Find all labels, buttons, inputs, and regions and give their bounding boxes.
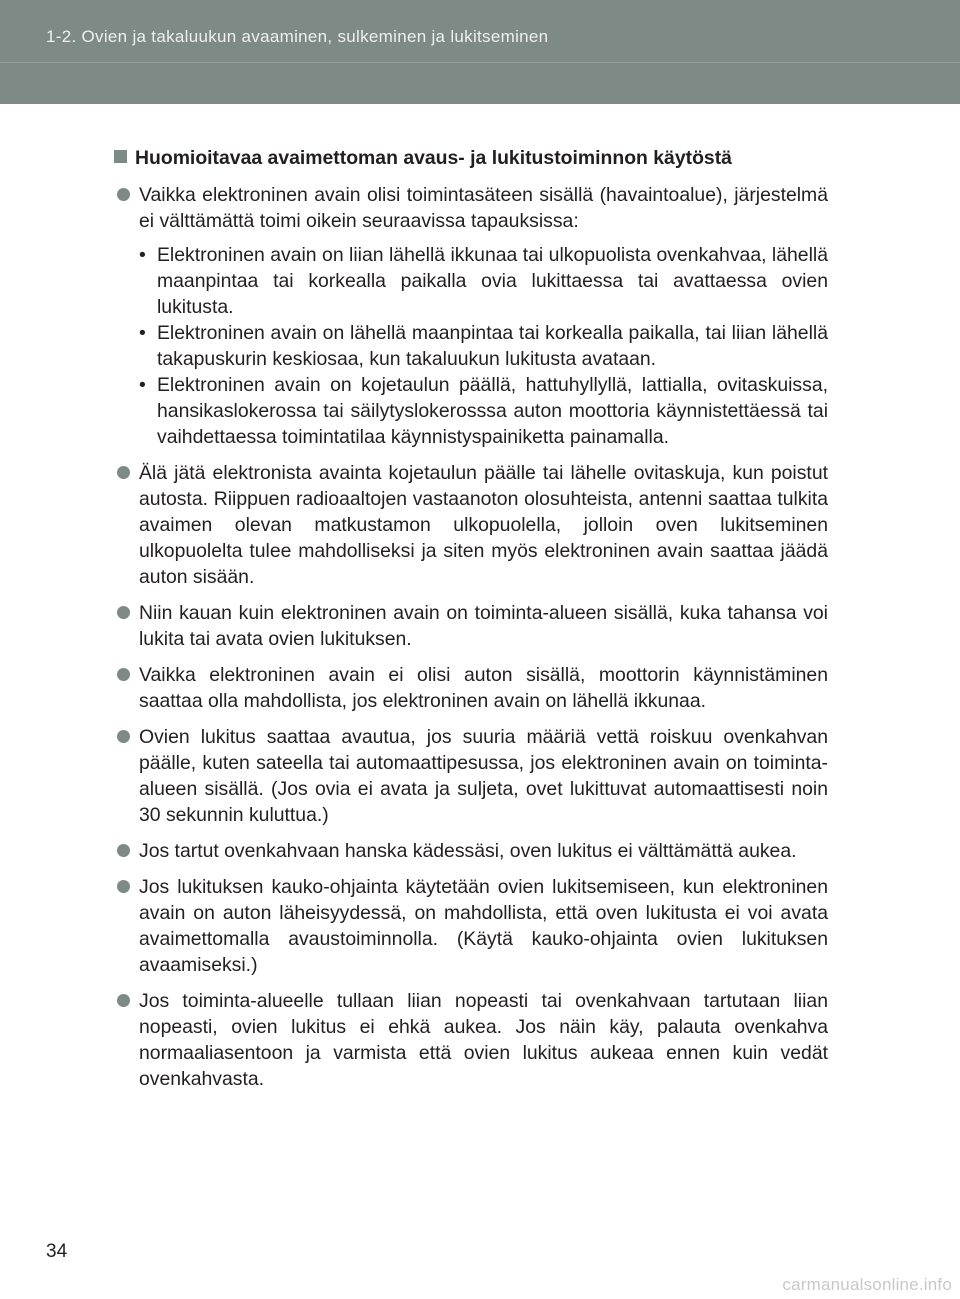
square-icon [114,150,127,163]
item-text: Vaikka elektroninen avain olisi toimintasäteen sisällä (havaintoalue), järjestelmä ei välttämättä toimi oikein seuraavissa tapauksissa: [139,184,828,232]
list-item [114,600,828,652]
dot-icon [117,844,130,857]
subitem-text: Elektroninen avain on liian lähellä ikkunaa tai ulkopuolista ovenkahvaa, lähellä maanpintaa tai korkealla paikalla ovia lukittaessa tai avattaessa ovien lukitusta. [157,244,828,318]
bullet-icon: • [139,374,146,396]
subitem-text: Elektroninen avain on kojetaulun päällä, hattuhyllyllä, lattialla, ovitaskuissa, hansikaslokerossa tai säilytyslokerosssa auton moottoria käynnistettäessä tai vaihdettaessa toimintatilaa käynnistyspainiketta painamalla. [157,374,828,448]
sub-list-item [139,372,828,450]
item-text: Vaikka elektroninen avain ei olisi auton sisällä, moottorin käynnistäminen saattaa olla mahdollista, jos elektroninen avain on lähellä ikkunaa. [139,664,828,712]
dot-icon [117,880,130,893]
header-divider [0,62,960,63]
list-item [114,460,828,590]
item-text: Niin kauan kuin elektroninen avain on toiminta-alueen sisällä, kuka tahansa voi lukita tai avata ovien lukituksen. [139,602,828,650]
item-text: Ovien lukitus saattaa avautua, jos suuria määriä vettä roiskuu ovenkahvan päälle, kuten sateella tai automaattipesussa, jos elektroninen avain on toiminta-alueen sisällä. (Jos ovia ei avata ja suljeta, ovet lukittuvat automaattisesti noin 30 sekunnin kuluttua.) [139,726,828,826]
dot-icon [117,606,130,619]
dot-icon [117,730,130,743]
item-text: Älä jätä elektronista avainta kojetaulun päälle tai lähelle ovitaskuja, kun poistut autosta. Riippuen radioaaltojen vastaanoton olosuhteista, antenni saattaa tulkita avaimen olevan matkustamon ulkopuolella, jolloin oven lukitseminen ulkopuolelta tulee mahdolliseksi ja siten myös elektroninen avain saattaa jäädä auton sisään. [139,462,828,588]
main-content [114,145,828,1102]
sub-list [139,242,828,450]
list-item [114,874,828,978]
bullet-icon: • [139,322,146,344]
bullet-icon: • [139,244,146,266]
dot-icon [117,188,130,201]
page-number: 34 [46,1241,68,1262]
list-item [114,662,828,714]
dot-icon [117,466,130,479]
item-text: Jos toiminta-alueelle tullaan liian nopeasti tai ovenkahvaan tartutaan liian nopeasti, ovien lukitus ei ehkä aukea. Jos näin käy, palauta ovenkahva normaaliasentoon ja varmista että ovien lukitus aukeaa ennen kuin vedät ovenkahvasta. [139,990,828,1090]
sub-list-item [139,320,828,372]
list-item [114,724,828,828]
watermark: carmanualsonline.info [782,1275,952,1294]
section-title: Huomioitavaa avaimettoman avaus- ja lukitustoiminnon käytöstä [135,147,732,169]
dot-icon [117,668,130,681]
item-text: Jos tartut ovenkahvaan hanska kädessäsi, oven lukitus ei välttämättä aukea. [139,840,797,862]
list-item [114,182,828,450]
subitem-text: Elektroninen avain on lähellä maanpintaa tai korkealla paikalla, tai liian lähellä takapuskurin keskiosaa, kun takaluukun lukitusta avataan. [157,322,828,370]
item-text: Jos lukituksen kauko-ohjainta käytetään ovien lukitsemiseen, kun elektroninen avain on auton läheisyydessä, on mahdollista, että oven lukitusta ei voi avata avaimettomalla avaustoiminnolla. (Käytä kauko-ohjainta ovien lukituksen avaamiseksi.) [139,876,828,976]
list-item [114,988,828,1092]
sub-list-item [139,242,828,320]
chapter-title: 1-2. Ovien ja takaluukun avaaminen, sulkeminen ja lukitseminen [46,27,549,46]
section-heading [114,145,828,171]
dot-icon [117,994,130,1007]
list-item [114,838,828,864]
chapter-header [0,0,960,104]
